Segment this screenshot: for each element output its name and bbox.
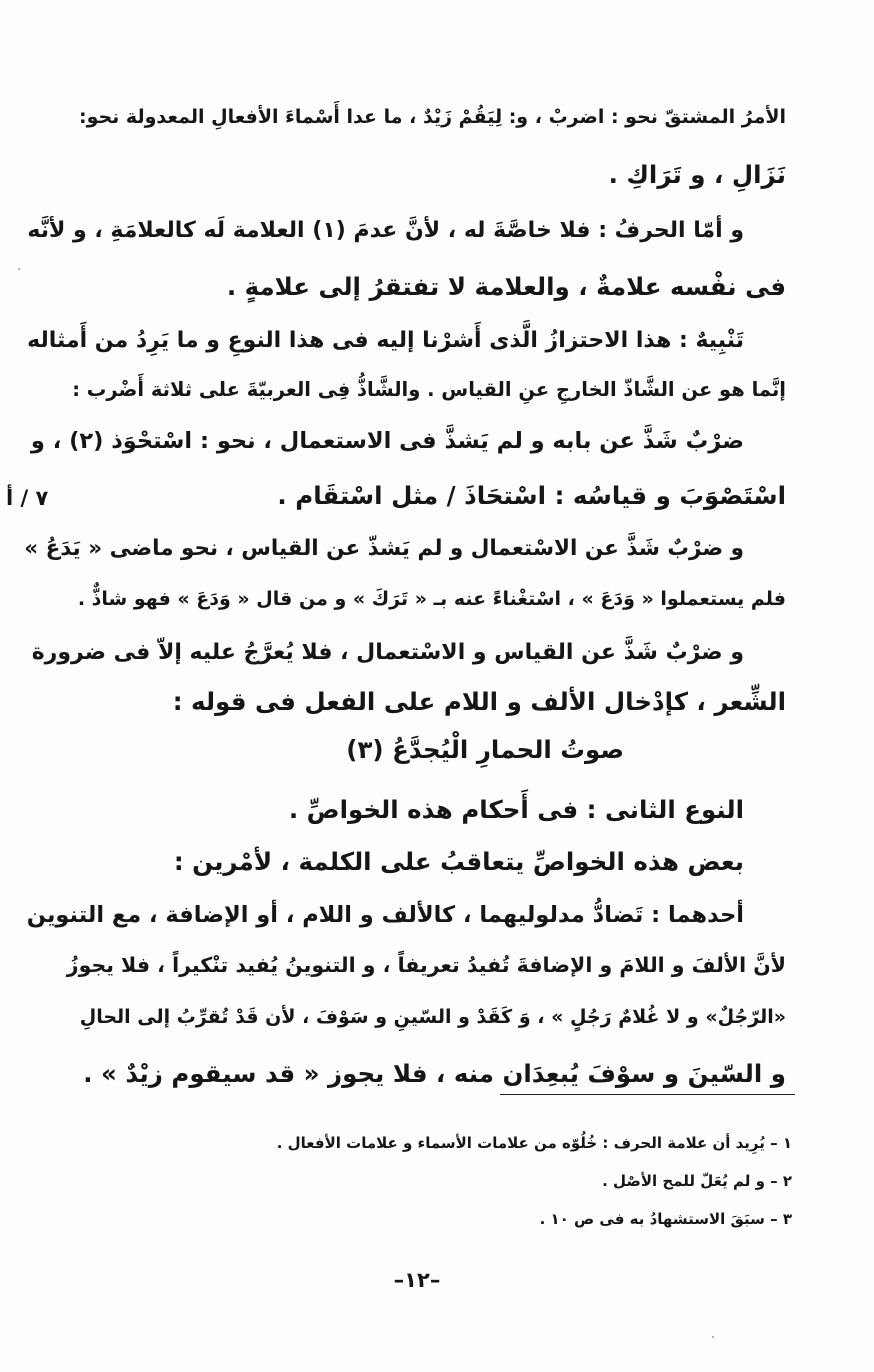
footnote-2: ٢ – و لم يُعَلّ للمح الأصْل . — [602, 1172, 792, 1190]
body-line-19: و السّينَ و سوْفَ يُبعِدَان منه ، فلا يجوز « قد سيقوم زيْدٌ » . — [83, 1059, 786, 1088]
section-heading: النوع الثانى : فى أَحكام هذه الخواصِّ . — [288, 795, 744, 824]
body-line-17: لأنَّ الألفَ و اللامَ و الإضافةَ تُفيدُ تعريفاً ، و التنوينُ يُفيد تنْكيراً ، فلا يجوزُ — [66, 953, 786, 977]
body-line-11: و ضرْبٌ شَذَّ عن القياس و الاسْتعمال ، فلا يُعرَّجُ عليه إلاّ فى ضرورة — [31, 640, 744, 665]
body-line-6: إنَّما هو عن الشَّاذّ الخارجِ عنِ القياس . والشَّاذُّ فِى العربيّةَ على ثلاثة أَضْرب : — [72, 378, 786, 401]
body-line-1: الأمرُ المشتقّ نحو : اضربْ ، و: لِيَقُمْ زَيْدٌ ، ما عدا أَسْماءَ الأفعالِ المعدولة نحو: — [78, 106, 786, 128]
footnote-separator — [500, 1094, 795, 1095]
scan-speck — [712, 1336, 714, 1338]
verse-line: صوتُ الحمارِ الْيُجدَّعُ (٣) — [346, 735, 624, 764]
footnote-3: ٣ – سبَقَ الاستشهادُ به فى ص ١٠ . — [539, 1210, 792, 1228]
body-line-4: فى نفْسه علامةٌ ، والعلامة لا تفتقرُ إلى علامةٍ . — [226, 272, 786, 301]
footnote-1: ١ – يُرِيد أن علامة الحرف : خُلُوّه من علامات الأسماء و علامات الأفعال . — [276, 1134, 792, 1152]
body-line-9: و ضرْبٌ شَذَّ عن الاسْتعمال و لم يَشذّ عن القياس ، نحو ماضى « يَدَعُ » — [24, 536, 744, 561]
body-line-10: فلم يستعملوا « وَدَعَ » ، اسْتغْناءً عنه بـ « تَرَكَ » و من قال « وَدَعَ » فهو شاذٌّ . — [77, 588, 786, 610]
body-line-16: أحدهما : تَضادُّ مدلوليهما ، كالألف و اللام ، أو الإضافة ، مع التنوين — [26, 902, 744, 928]
body-line-12: الشِّعر ، كإدْخال الألف و اللام على الفعل فى قوله : — [172, 687, 786, 716]
body-line-3: و أمّا الحرفُ : فلا خاصَّةَ له ، لأنَّ عدمَ (١) العلامة لَه كالعلامَةِ ، و لأنَّه — [27, 218, 744, 243]
body-line-7: ضرْبٌ شَذَّ عن بابه و لم يَشذَّ فى الاستعمال ، نحو : اسْتحْوَذ (٢) ، و — [30, 428, 744, 454]
body-line-15: بعض هذه الخواصِّ يتعاقبُ على الكلمة ، لأمْرين : — [173, 847, 744, 876]
folio-margin-note: ٧ / أ — [6, 486, 49, 510]
body-line-5: تَنْبِيهٌ : هذا الاحتزازُ الَّذى أَشرْنا إليه فى هذا النوعِ و ما يَرِدُ من أَمثاله — [27, 328, 744, 353]
scan-speck — [18, 268, 20, 270]
page-number: –١٢– — [393, 1268, 441, 1292]
body-line-2: نَزَالِ ، و تَرَاكِ . — [608, 160, 786, 189]
body-line-8: اسْتَصْوَبَ و قياسُه : اسْتحَاذَ / مثل اسْتقَام . — [277, 481, 786, 510]
body-line-18: «الرّجُلٌ» و لا غُلامٌ رَجُلٍ » ، وَ كَقَدْ و السّينِ و سَوْفَ ، لأن قَدْ تُقرِّبُ إلى الحالِ — [79, 1006, 786, 1028]
